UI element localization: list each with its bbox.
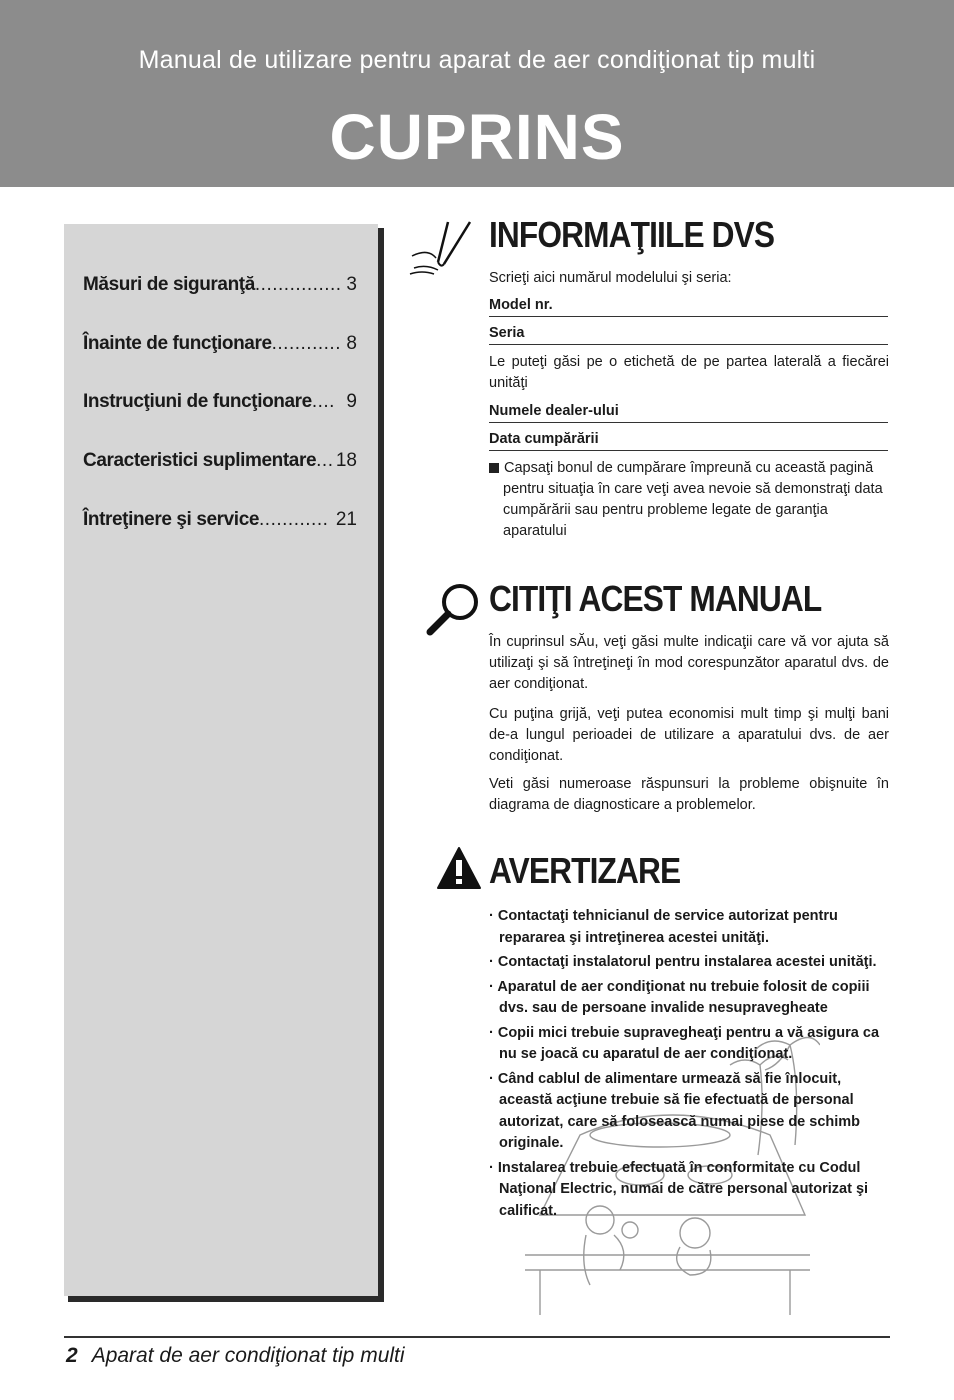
footer-text: Aparat de aer condiţionat tip multi — [91, 1344, 405, 1367]
info-intro: Scrieţi aici numărul modelului şi seria: — [489, 270, 732, 286]
toc-page-number: 3 — [346, 274, 357, 295]
serial-number-field[interactable]: Seria — [489, 322, 888, 345]
page-header — [0, 0, 954, 187]
toc-leader-dots: .... — [311, 391, 335, 412]
toc-item-operating-instructions[interactable] — [83, 391, 357, 417]
section-title-read-manual: CITIŢI ACEST MANUAL — [489, 578, 822, 619]
pen-writing-icon — [408, 218, 478, 278]
toc-item-label: Instrucţiuni de funcţionare — [83, 391, 312, 412]
page-title: CUPRINS — [329, 101, 625, 173]
warning-item: · Instalarea trebuie efectuată în conformitate cu Codul Naţional Electric, numai de către personal autorizat şi calificat. — [489, 1159, 869, 1219]
toc-leader-dots: ............ — [259, 509, 329, 530]
section-title-info: INFORMAŢIILE DVS — [489, 214, 775, 255]
toc-leader-dots: ............ — [271, 333, 341, 354]
toc-page-number: 18 — [335, 450, 357, 471]
receipt-note-text: Capsaţi bonul de cumpărare împreună cu această pagină pentru situaţia în care veţi avea nevoie să demonstraţi data cumpărării sau pentru probleme legate de garanţia aparatului — [503, 460, 883, 539]
warning-item: · Contactaţi instalatorul pentru instalarea acestei unităţi. — [489, 954, 877, 970]
footer-divider — [64, 1336, 890, 1338]
toc-leader-dots: ............... — [254, 274, 342, 295]
toc-item-label: Înainte de funcţionare — [83, 333, 272, 354]
toc-item-maintenance[interactable] — [83, 509, 357, 535]
warning-item: · Când cablul de alimentare urmează să fie înlocuit, această acţiune trebuie să fie efectuată de personal autorizat, care să folosească numai piese de schimb originale. — [489, 1070, 861, 1151]
toc-item-extra-features[interactable] — [83, 450, 357, 476]
warning-item: · Contactaţi tehnicianul de service autorizat pentru repararea şi intreţinerea acestei unităţi. — [489, 908, 838, 946]
magnifier-icon — [424, 582, 482, 638]
page-footer — [66, 1344, 405, 1368]
toc-item-label: Măsuri de siguranţă — [83, 274, 255, 295]
toc-item-before-operation[interactable] — [83, 333, 357, 359]
purchase-date-field[interactable]: Data cumpărării — [489, 428, 888, 451]
warning-item: · Aparatul de aer condiţionat nu trebuie folosit de copiii dvs. sau de persoane invalide nesupravegheate — [489, 978, 870, 1016]
read-paragraph-1: În cuprinsul sĂu, veţi găsi multe indicaţii care vă vor ajuta să utilizaţi şi să întreţineţi în mod corespunzător aparatul dvs. de aer condiţionat. — [489, 634, 889, 692]
toc-leader-dots: ... — [316, 450, 334, 471]
toc-item-safety[interactable] — [83, 274, 357, 300]
model-number-field[interactable]: Model nr. — [489, 294, 888, 317]
receipt-note — [489, 458, 889, 542]
warning-list — [489, 906, 889, 1225]
toc-item-label: Întreţinere şi service — [83, 509, 260, 530]
read-paragraph-3: Veti găsi numeroase răspunsuri la probleme obişnuite în diagrama de diagnosticare a problemelor. — [489, 776, 889, 813]
label-location-note: Le puteţi găsi pe o etichetă de pe partea laterală a fiecărei unităţi — [489, 354, 889, 391]
manual-subtitle: Manual de utilizare pentru aparat de aer condiţionat tip multi — [138, 46, 816, 74]
toc-page-number: 21 — [335, 509, 357, 530]
section-title-warning: AVERTIZARE — [489, 850, 681, 891]
warning-item: · Copii mici trebuie supravegheaţi pentru a vă asigura ca nu se joacă cu aparatul de aer condiţionat. — [489, 1024, 880, 1062]
toc-page-number: 9 — [346, 391, 357, 412]
table-of-contents — [64, 224, 378, 1296]
toc-item-label: Caracteristici suplimentare — [83, 450, 317, 471]
square-bullet-icon — [489, 463, 499, 473]
warning-triangle-icon — [436, 846, 482, 890]
page-number: 2 — [66, 1344, 78, 1367]
toc-page-number: 8 — [346, 333, 357, 354]
read-paragraph-2: Cu puţina grijă, veţi putea economisi mult timp şi mulţi bani de-a lungul perioadei de utilizare a aparatului dvs. de aer condiţionat. — [489, 706, 889, 764]
dealer-name-field[interactable]: Numele dealer-ului — [489, 400, 888, 423]
